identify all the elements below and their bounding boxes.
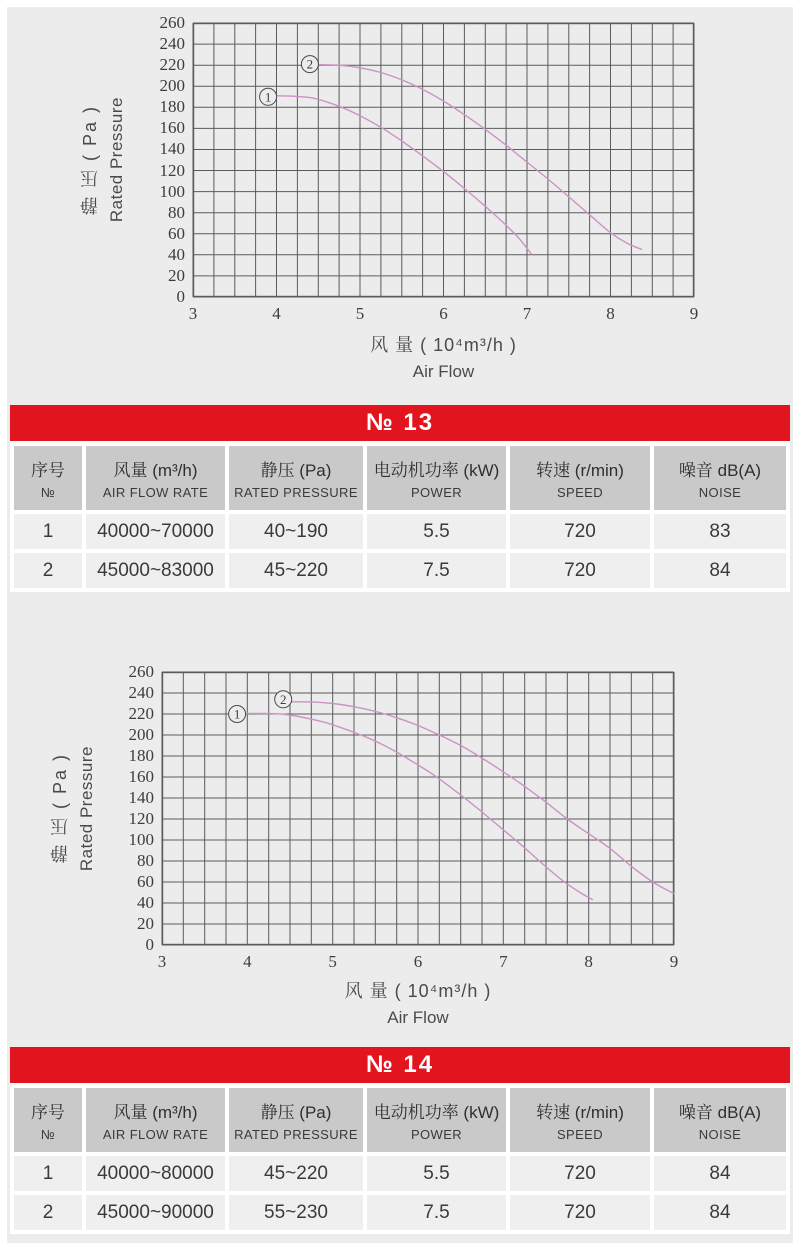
column-header-zh: 转速 (r/min) [536,1103,624,1122]
column-header-zh: 风量 (m³/h) [113,1103,198,1122]
column-header-rated-pressure [229,1088,363,1152]
table-cell: 40000~80000 [86,1156,225,1191]
y-tick-label: 240 [159,34,185,54]
column-header-en: № [40,485,56,500]
y-tick-label: 0 [176,287,185,306]
y-tick-label: 160 [128,767,154,786]
x-axis-title [193,331,694,382]
y-tick-label: 80 [168,202,185,222]
y-tick-label: 260 [128,662,154,681]
table-cell: 40000~70000 [86,514,225,549]
table-cell: 720 [510,1195,650,1230]
performance-chart-no14 [7,656,793,1047]
table-cell: 2 [14,553,82,588]
y-tick-label: 0 [145,935,154,954]
column-header-en: RATED PRESSURE [234,485,358,500]
curve-label-number: 2 [306,56,314,72]
table-cell: 45000~90000 [86,1195,225,1230]
column-header-en: SPEED [556,1127,604,1142]
table-cell: 84 [654,1195,786,1230]
column-header-zh: 序号 [31,461,65,480]
x-axis-title [162,977,674,1028]
y-tick-label: 40 [137,893,154,912]
curve-1 [274,96,531,254]
table-cell: 45~220 [229,553,363,588]
y-tick-label: 80 [137,851,154,870]
x-tick-label: 6 [413,952,423,971]
column-header-zh: 静压 (Pa) [260,461,332,480]
x-tick-label: 7 [499,952,508,971]
y-axis-title [73,23,131,297]
table-cell: 720 [510,1156,650,1191]
column-header-en: AIR FLOW RATE [102,485,209,500]
table-cell: 84 [654,553,786,588]
table-cell: 7.5 [367,553,506,588]
column-header-en: POWER [410,1127,463,1142]
x-tick-label: 9 [689,304,699,323]
table-cell: 1 [14,514,82,549]
column-header-zh: 电动机功率 (kW) [373,461,500,480]
column-header-zh: 转速 (r/min) [536,461,624,480]
y-axis-title [43,672,101,945]
model-number-banner: № 13 [10,405,790,441]
table-cell: 45~220 [229,1156,363,1191]
column-header-en: POWER [410,485,463,500]
y-tick-label: 140 [159,139,185,159]
y-tick-label: 20 [168,265,185,285]
spec-table [14,1088,786,1230]
x-tick-label: 8 [584,952,593,971]
y-tick-label: 40 [168,244,185,264]
curve-label-number: 2 [279,691,287,707]
x-tick-label: 5 [328,952,337,971]
curve-2 [318,65,642,250]
x-tick-label: 3 [188,304,198,323]
y-axis-title-zh: 静 压 ( Pa ) [80,104,100,215]
page-background [7,7,793,1243]
y-tick-label: 200 [128,725,154,744]
chart-svg [193,23,694,297]
column-header-- [14,1088,82,1152]
column-header-zh: 风量 (m³/h) [113,461,198,480]
column-header-zh: 电动机功率 (kW) [373,1103,500,1122]
plot-area [128,662,679,971]
y-axis-title-zh: 静 压 ( Pa ) [50,753,70,864]
y-tick-label: 20 [137,914,154,933]
y-tick-label: 120 [128,809,154,828]
column-header-noise [654,446,786,510]
y-tick-label: 200 [159,76,185,96]
table-cell: 7.5 [367,1195,506,1230]
column-header-en: NOISE [698,485,742,500]
x-tick-label: 6 [439,304,448,323]
table-cell: 55~230 [229,1195,363,1230]
column-header-rated-pressure [229,446,363,510]
column-header-air-flow-rate [86,1088,225,1152]
column-header-zh: 噪音 dB(A) [678,461,762,480]
column-header-en: AIR FLOW RATE [102,1127,209,1142]
table-cell: 5.5 [367,514,506,549]
table-cell: 720 [510,553,650,588]
curve-label-number: 1 [264,89,272,105]
table-cell: 1 [14,1156,82,1191]
y-tick-label: 260 [159,13,185,32]
table-cell: 40~190 [229,514,363,549]
x-axis-title-zh: 风 量 ( 10⁴m³/h ) [344,981,492,1001]
column-header-noise [654,1088,786,1152]
table-cell: 2 [14,1195,82,1230]
column-header-speed [510,446,650,510]
x-tick-label: 9 [669,952,679,971]
column-header-- [14,446,82,510]
column-header-zh: 噪音 dB(A) [678,1103,762,1122]
y-tick-label: 220 [128,704,154,723]
curve-label-number: 1 [233,706,241,722]
table-cell: 83 [654,514,786,549]
model-number-banner: № 14 [10,1047,790,1083]
y-tick-label: 120 [159,160,185,180]
x-axis-title-zh: 风 量 ( 10⁴m³/h ) [370,335,517,355]
column-header-en: NOISE [698,1127,742,1142]
y-axis-title-en: Rated Pressure [77,745,96,872]
column-header-zh: 静压 (Pa) [260,1103,332,1122]
y-tick-label: 60 [137,872,154,891]
table-cell: 720 [510,514,650,549]
column-header-en: RATED PRESSURE [234,1127,358,1142]
y-tick-label: 180 [128,746,154,765]
x-axis-title-en: Air Flow [387,1008,449,1027]
column-header-power [367,1088,506,1152]
x-tick-label: 7 [522,304,532,323]
y-tick-label: 140 [128,788,154,807]
performance-chart-no13 [7,7,793,405]
spec-table [14,446,786,588]
curve-1 [245,713,593,899]
y-tick-label: 220 [159,55,185,75]
x-axis-title-en: Air Flow [412,362,475,381]
y-tick-label: 100 [128,830,154,849]
x-tick-label: 5 [355,304,365,323]
column-header-en: SPEED [556,485,604,500]
x-tick-label: 4 [272,304,281,323]
column-header-speed [510,1088,650,1152]
column-header-en: № [40,1127,56,1142]
x-tick-label: 8 [606,304,615,323]
y-tick-label: 180 [159,97,185,117]
spec-table-block-no14 [10,1047,790,1234]
chart-svg [162,672,674,945]
spec-table-block-no13 [10,405,790,592]
column-header-zh: 序号 [31,1103,65,1122]
y-tick-label: 60 [168,223,185,243]
y-axis-title-en: Rated Pressure [107,97,126,223]
table-cell: 84 [654,1156,786,1191]
table-cell: 45000~83000 [86,553,225,588]
y-tick-label: 100 [159,181,185,201]
plot-area [159,13,699,323]
column-header-air-flow-rate [86,446,225,510]
y-tick-label: 240 [128,683,154,702]
x-tick-label: 4 [243,952,252,971]
column-header-power [367,446,506,510]
table-cell: 5.5 [367,1156,506,1191]
y-tick-label: 160 [159,118,185,138]
x-tick-label: 3 [157,952,167,971]
